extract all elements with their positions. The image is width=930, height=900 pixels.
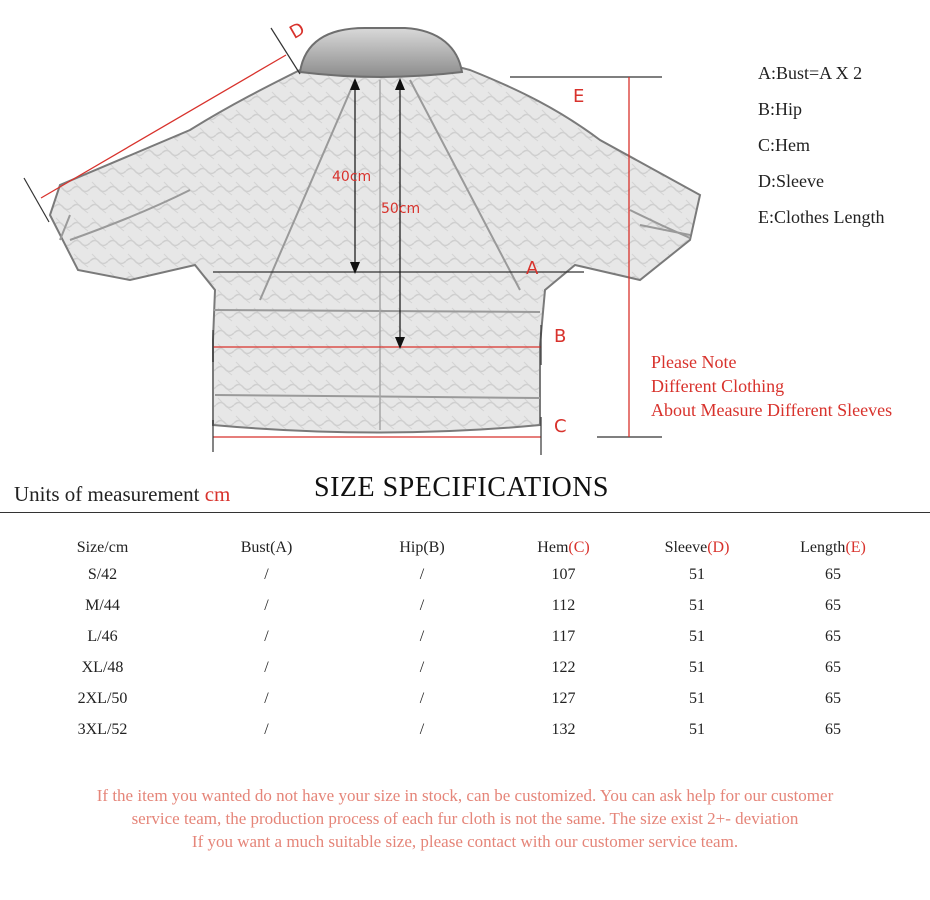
table-row <box>0 683 930 714</box>
note-line-1: Please Note <box>651 352 737 372</box>
label-c: C <box>554 416 567 437</box>
cell-size: 3XL/52 <box>77 720 128 738</box>
table-row <box>0 590 930 621</box>
label-d: D <box>286 18 309 44</box>
cell-sleeve: 51 <box>689 565 705 583</box>
cell-size: XL/48 <box>81 658 124 676</box>
cell-size: 2XL/50 <box>77 689 128 707</box>
header-hip: Hip(B) <box>399 539 445 556</box>
cell-bust: / <box>264 658 269 676</box>
cell-hem: 112 <box>551 596 576 614</box>
label-e: E <box>573 86 585 107</box>
fur-collar <box>300 28 462 77</box>
table-row <box>0 559 930 590</box>
cell-length: 65 <box>825 689 841 707</box>
cell-hem: 132 <box>551 720 576 738</box>
cell-hem: 122 <box>551 658 576 676</box>
table-row <box>0 652 930 683</box>
label-40cm: 40cm <box>332 169 372 185</box>
cell-hem: 117 <box>551 627 576 645</box>
cell-length: 65 <box>825 720 841 738</box>
legend-hem: C:Hem <box>758 135 810 155</box>
footer-line-1: If the item you wanted do not have your size in stock, can be customized. You can ask help for our customer <box>96 786 834 805</box>
table-header-row <box>0 537 930 559</box>
cell-size: S/42 <box>87 565 118 583</box>
cell-hip: / <box>419 627 425 645</box>
cell-bust: / <box>264 689 269 707</box>
label-a: A <box>526 258 539 279</box>
units-of-measurement <box>14 482 230 507</box>
divider <box>0 512 930 513</box>
page-title: SIZE SPECIFICATIONS <box>314 472 609 503</box>
cell-size: M/44 <box>85 596 120 614</box>
table-row <box>0 714 930 745</box>
units-prefix: Units of measurement <box>14 482 200 506</box>
legend-length: E:Clothes Length <box>758 207 885 227</box>
cell-hip: / <box>419 596 425 614</box>
note-line-2: Different Clothing <box>651 376 785 396</box>
header-size: Size/cm <box>76 539 129 556</box>
cell-length: 65 <box>825 658 841 676</box>
legend-bust: A:Bust=A X 2 <box>758 63 863 83</box>
label-b: B <box>554 326 567 347</box>
note-line-3: About Measure Different Sleeves <box>651 400 893 420</box>
label-50cm: 50cm <box>381 201 421 217</box>
legend-sleeve: D:Sleeve <box>758 171 824 191</box>
cell-sleeve: 51 <box>689 596 705 614</box>
cell-length: 65 <box>825 565 841 583</box>
footer-line-2: service team, the production process of each fur cloth is not the same. The size exist 2+- deviation <box>131 809 799 828</box>
footer-line-3: If you want a much suitable size, please contact with our customer service team. <box>191 832 739 851</box>
cell-bust: / <box>264 565 269 583</box>
cell-sleeve: 51 <box>689 658 705 676</box>
cell-bust: / <box>264 596 269 614</box>
cell-hip: / <box>419 720 425 738</box>
size-table <box>0 537 930 745</box>
header-hem: Hem(C) <box>537 539 590 556</box>
cell-hem: 107 <box>551 565 576 583</box>
cell-sleeve: 51 <box>689 627 705 645</box>
header-length: Length(E) <box>800 539 866 556</box>
jacket-sketch <box>50 28 700 433</box>
cell-hip: / <box>419 658 425 676</box>
cell-sleeve: 51 <box>689 689 705 707</box>
cell-hip: / <box>419 565 425 583</box>
cell-length: 65 <box>825 596 841 614</box>
table-row <box>0 621 930 652</box>
cell-hem: 127 <box>551 689 576 707</box>
cell-size: L/46 <box>87 627 118 645</box>
cell-hip: / <box>419 689 425 707</box>
cell-bust: / <box>264 720 269 738</box>
units-unit: cm <box>204 482 231 506</box>
cell-sleeve: 51 <box>689 720 705 738</box>
cell-bust: / <box>264 627 269 645</box>
header-sleeve: Sleeve(D) <box>664 539 730 556</box>
header-bust: Bust(A) <box>240 539 293 556</box>
legend-hip: B:Hip <box>758 99 803 119</box>
cell-length: 65 <box>825 627 841 645</box>
